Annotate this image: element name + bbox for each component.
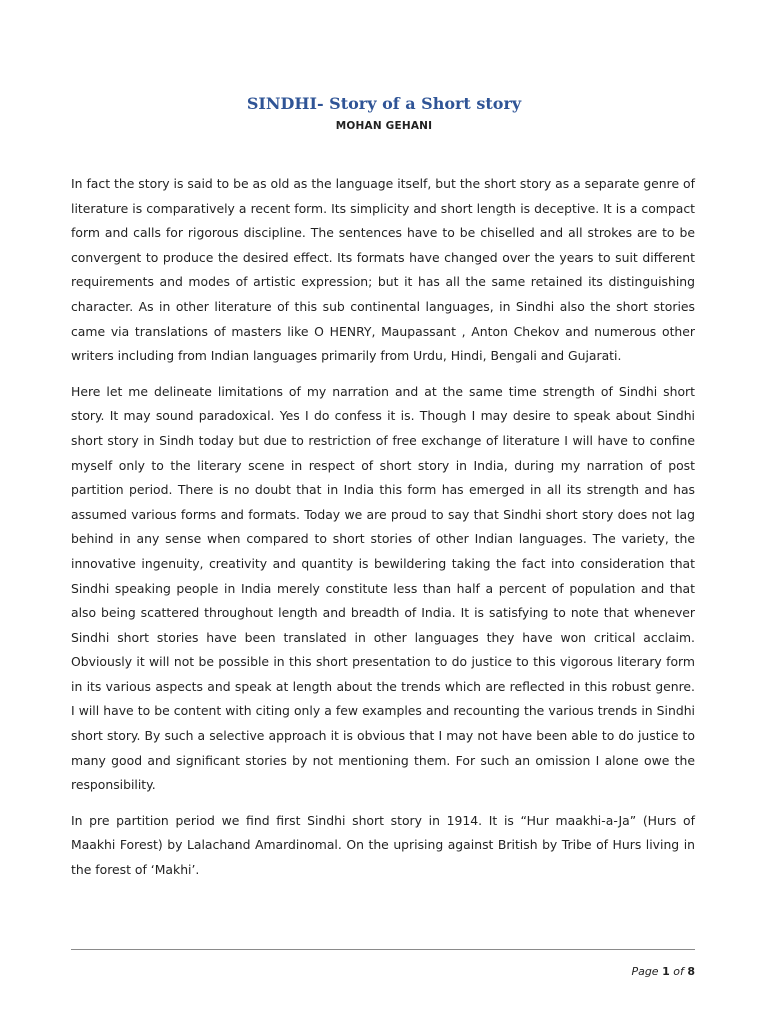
page-total: 8 — [687, 965, 695, 978]
body-paragraph-2: Here let me delineate limitations of my narration and at the same time strength of Sindhi short story. It may sound paradoxical. Yes I do confess it is. Though I may desire to speak about Sindhi short story in Sindh today but due to restriction of free exchange of literature I will have to confine myself only to the literary scene in respect of short story in India, during my narration of post partition period. There is no doubt that in India this form has emerged in all its strength and has assumed various forms and formats. Today we are proud to say that Sindhi short story does not lag behind in any sense when compared to short stories of other Indian languages. The variety, the innovative ingenuity, creativity and quantity is bewildering taking the fact into consideration that Sindhi speaking people in India merely constitute less than half a percent of population and that also being scattered throughout length and breadth of India. It is satisfying to note that whenever Sindhi short stories have been translated in other languages they have won critical acclaim. Obviously it will not be possible in this short presentation to do justice to this vigorous literary form in its various aspects and speak at length about the trends which are reflected in this robust genre. I will have to be content with citing only a few examples and recounting the various trends in Sindhi short story. By such a selective approach it is obvious that I may not have been able to do justice to many good and significant stories by not mentioning them. For such an omission I alone owe the responsibility. — [71, 383, 695, 793]
document-body — [71, 172, 695, 894]
of-label: of — [673, 965, 684, 978]
body-paragraph-3: In pre partition period we find first Sindhi short story in 1914. It is “Hur maakhi-a-Ja” (Hurs of Maakhi Forest) by Lalachand Amardinomal. On the uprising against British by Tribe of Hurs living in the forest of ‘Makhi’. — [71, 812, 695, 878]
page-label: Page — [631, 965, 659, 978]
body-paragraph-1: In fact the story is said to be as old as the language itself, but the short story as a separate genre of literature is comparatively a recent form. Its simplicity and short length is deceptive. It is a compact form and calls for rigorous discipline. The sentences have to be chiselled and all strokes are to be convergent to produce the desired effect. Its formats have changed over the years to suit different requirements and modes of artistic expression; but it has all the same retained its distinguishing character. As in other literature of this sub continental languages, in Sindhi also the short stories came via translations of masters like O HENRY, Maupassant , Anton Chekov and numerous other writers including from Indian languages primarily from Urdu, Hindi, Bengali and Gujarati. — [71, 176, 695, 364]
page-footer — [631, 965, 695, 978]
page-number: 1 — [662, 965, 670, 978]
footer-divider — [71, 949, 695, 950]
document-author: MOHAN GEHANI — [335, 120, 433, 132]
document-title: SINDHI- Story of a Short story — [246, 94, 522, 113]
